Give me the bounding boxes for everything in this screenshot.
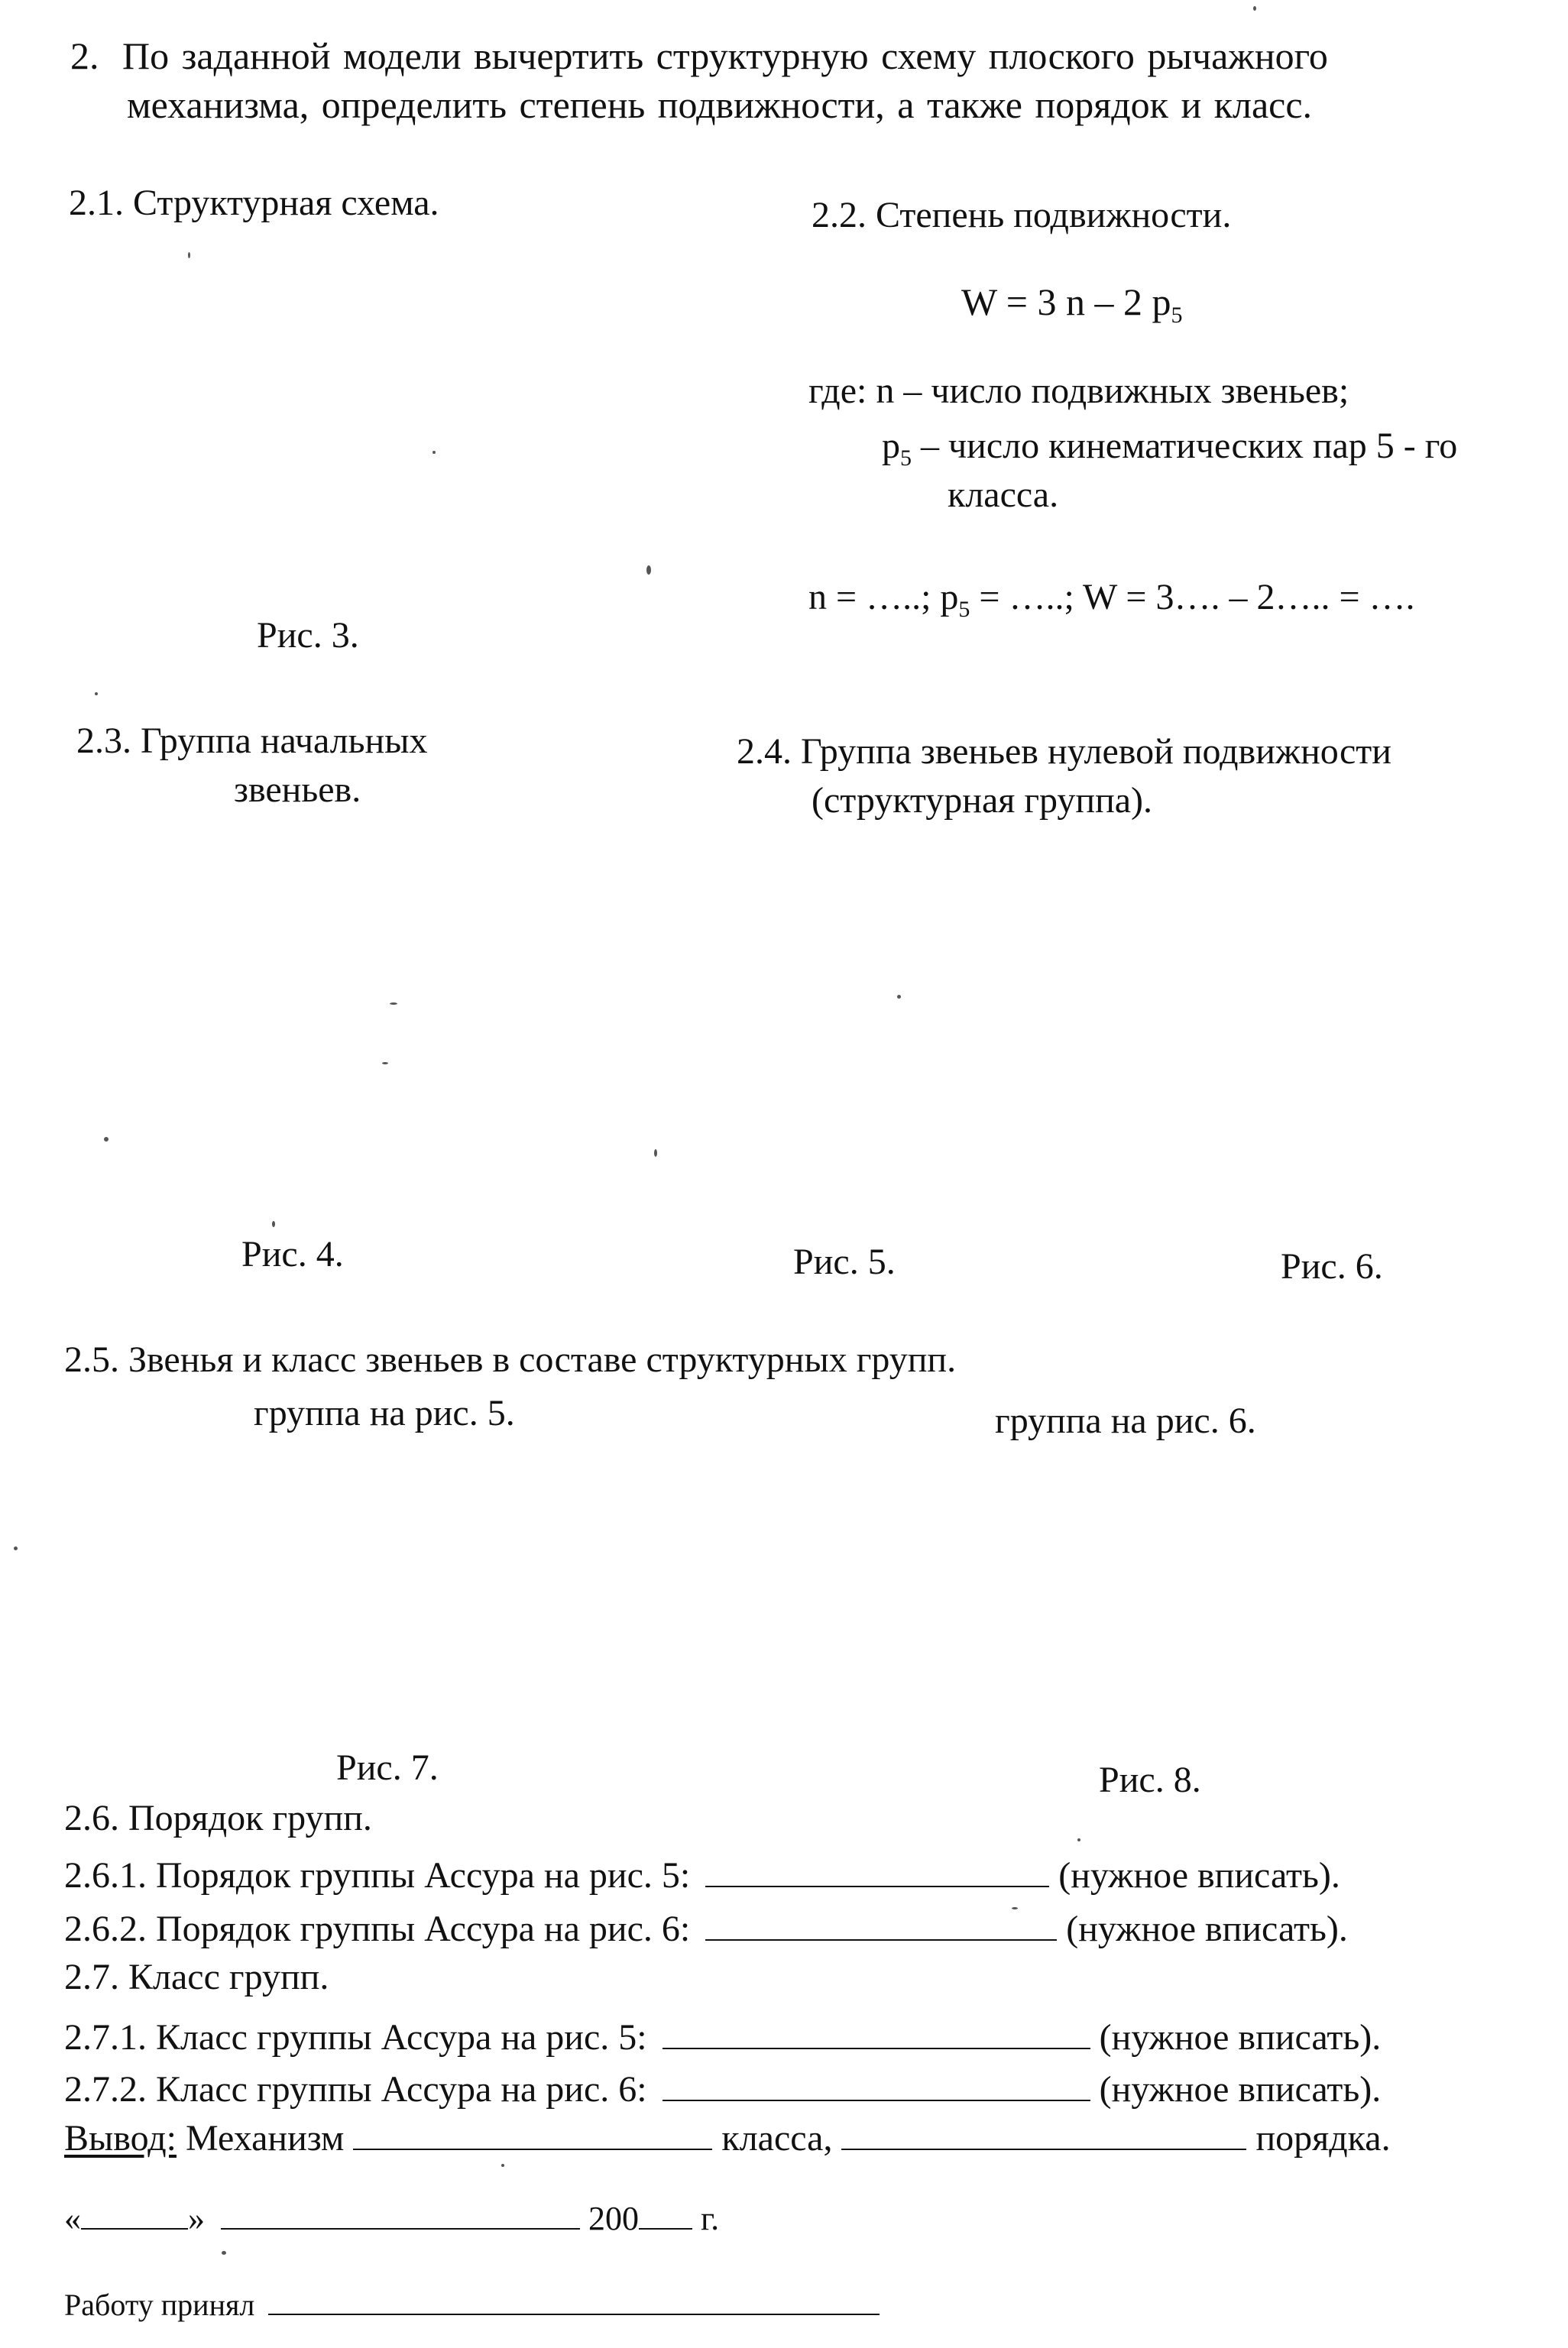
conclusion-line [64,2115,1391,2157]
date-close-quote: » [188,2200,205,2237]
scan-speck [390,1002,397,1005]
scan-speck [222,2251,226,2255]
p5-symbol: p [882,426,900,466]
section-2-7-title: 2.7. Класс групп. [64,1957,329,1997]
scan-speck [897,995,901,999]
order-fig6-label: 2.6.2. Порядок группы Ассура на рис. 6: [64,1909,691,1949]
figure-8-caption: Рис. 8. [1099,1760,1201,1800]
section-2-4-line1: 2.4. Группа звеньев нулевой подвижности [737,731,1391,772]
accepted-signature-blank[interactable] [268,2288,880,2315]
year-blank[interactable] [639,2199,692,2230]
year-suffix: г. [692,2200,720,2237]
section-2-3-line2: звеньев. [234,769,361,810]
p5-definition: – число кинематических пар 5 - го [912,426,1458,466]
n-definition: n – число подвижных звеньев; [876,371,1349,411]
definition-n [808,373,1349,410]
formula-main: W = 3 n – 2 p [961,280,1171,323]
accepted-line [64,2288,880,2320]
mobility-calculation [808,579,1415,621]
section-2-6-title: 2.6. Порядок групп. [64,1798,372,1838]
class-fig5-label: 2.7.1. Класс группы Ассура на рис. 5: [64,2017,647,2058]
scan-speck [188,252,190,258]
date-line [64,2199,719,2236]
date-open-quote: « [64,2200,81,2237]
conclusion-label: Вывод: [64,2118,177,2159]
scan-speck [272,1221,275,1227]
class-fig6-blank[interactable] [663,2066,1090,2101]
scan-speck [95,692,98,695]
calc-rest: = …..; W = 3…. – 2….. = …. [970,577,1415,617]
figure-7-caption: Рис. 7. [336,1747,439,1788]
section-2-4-line2: (структурная группа). [812,780,1153,821]
section-2-7-2 [64,2066,1381,2108]
scan-speck [1077,1838,1080,1841]
section-2-5-title: 2.5. Звенья и класс звеньев в составе структурных групп. [64,1339,957,1380]
group-fig6-label: группа на рис. 6. [995,1401,1256,1441]
class-fig6-hint: (нужное вписать). [1099,2069,1382,2110]
definition-p5 [882,428,1457,470]
figure-5-caption: Рис. 5. [793,1242,896,1282]
group-fig5-label: группа на рис. 5. [254,1393,515,1433]
mechanism-order-blank[interactable] [841,2115,1246,2150]
section-2-6-2 [64,1906,1348,1948]
conclusion-class-word: класса, [712,2118,842,2159]
calc-subscript: 5 [958,597,970,622]
scan-speck [646,565,651,575]
calc-n: n = …..; p [808,577,959,617]
p5-definition-cont: класса. [948,474,1059,515]
task-text-line1: По заданной модели вычертить структурную схему плоского рычажного [122,34,1328,77]
scan-speck [432,451,436,454]
scan-speck [501,2164,504,2167]
p5-subscript: 5 [900,445,912,471]
task-heading-line1 [70,34,1328,77]
order-fig5-label: 2.6.1. Порядок группы Ассура на рис. 5: [64,1855,691,1896]
mobility-formula [961,280,1183,328]
conclusion-mechanism: Механизм [176,2118,354,2159]
conclusion-order-word: порядка. [1246,2118,1391,2159]
scan-speck [654,1149,657,1157]
task-number: 2. [70,34,99,77]
section-2-2-title: 2.2. Степень подвижности. [812,195,1232,235]
order-fig5-blank[interactable] [705,1852,1049,1887]
figure-3-caption: Рис. 3. [257,615,359,656]
class-fig6-label: 2.7.2. Класс группы Ассура на рис. 6: [64,2069,647,2110]
section-2-3-line1: 2.3. Группа начальных [76,721,428,761]
scan-speck [1253,6,1256,11]
year-prefix: 200 [580,2200,639,2237]
section-2-7-1 [64,2014,1381,2056]
accepted-label: Работу принял [64,2288,255,2322]
task-heading-line2: механизма, определить степень подвижности, а также порядок и класс. [127,83,1313,126]
scan-speck [104,1137,109,1142]
mechanism-class-blank[interactable] [353,2115,712,2150]
scan-speck [1012,1907,1018,1909]
class-fig5-hint: (нужное вписать). [1099,2017,1382,2058]
order-fig6-hint: (нужное вписать). [1066,1909,1348,1949]
day-blank[interactable] [81,2199,188,2230]
section-2-1-title: 2.1. Структурная схема. [69,183,439,223]
order-fig5-hint: (нужное вписать). [1058,1855,1340,1896]
scan-speck [14,1546,18,1550]
figure-6-caption: Рис. 6. [1281,1246,1383,1287]
figure-4-caption: Рис. 4. [241,1234,344,1274]
class-fig5-blank[interactable] [663,2014,1090,2049]
month-blank[interactable] [221,2199,580,2230]
order-fig6-blank[interactable] [705,1906,1057,1941]
where-prefix: где: [808,371,876,411]
section-2-6-1 [64,1852,1340,1894]
formula-subscript: 5 [1171,303,1183,328]
scan-speck [382,1062,388,1064]
